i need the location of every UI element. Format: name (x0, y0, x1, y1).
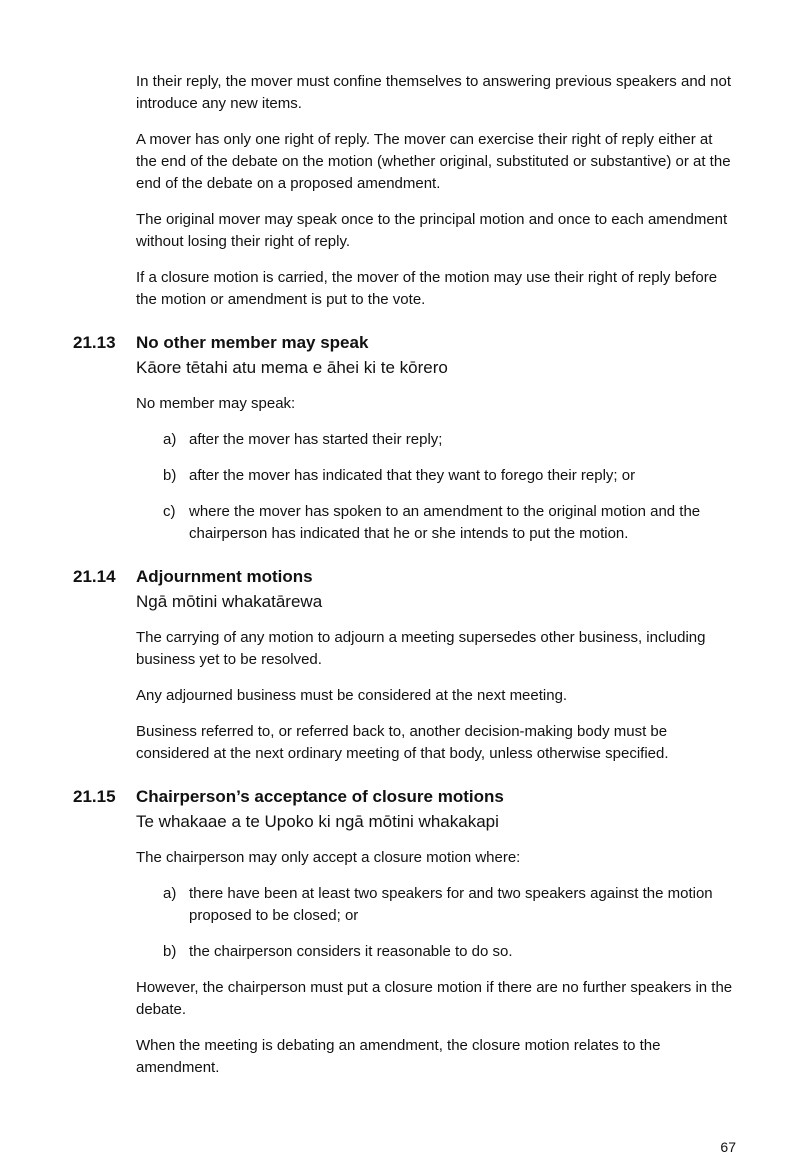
list-item (136, 883, 736, 927)
section-subtitle: Te whakaae a te Upoko ki ngā mōtini whakakapi (136, 812, 499, 831)
page-content (73, 71, 736, 1093)
section-paragraph: No member may speak: (136, 395, 296, 412)
section-21-15 (73, 785, 736, 1079)
list-marker: b) (163, 467, 177, 484)
section-title: Adjournment motions (136, 567, 313, 586)
section-paragraph: Business referred to, or referred back to, another decision-making body must be considered at the next ordinary meeting of that body, unless otherwise specified. (136, 723, 669, 762)
section-number: 21.15 (73, 787, 116, 806)
section-list (136, 883, 736, 963)
list-item (136, 429, 736, 451)
section-paragraph: The chairperson may only accept a closure motion where: (136, 849, 521, 866)
list-marker: b) (163, 943, 177, 960)
list-item-text: there have been at least two speakers for and two speakers against the motion proposed to be closed; or (189, 885, 713, 924)
section-paragraph: When the meeting is debating an amendment, the closure motion relates to the amendment. (136, 1037, 661, 1076)
section-21-13 (73, 331, 736, 545)
section-subtitle: Ngā mōtini whakatārewa (136, 592, 323, 611)
intro-paragraph-3: The original mover may speak once to the principal motion and once to each amendment without losing their right of reply. (136, 211, 728, 250)
intro-paragraph-4: If a closure motion is carried, the mover of the motion may use their right of reply before the motion or amendment is put to the vote. (136, 269, 718, 308)
list-marker: c) (163, 503, 176, 520)
list-item-text: the chairperson considers it reasonable to do so. (189, 943, 513, 960)
section-number: 21.14 (73, 567, 116, 586)
section-21-14 (73, 565, 736, 765)
section-list (136, 429, 736, 545)
list-item (136, 501, 736, 545)
page-number: 67 (720, 1139, 736, 1155)
list-item (136, 465, 736, 487)
intro-paragraph-2: A mover has only one right of reply. The mover can exercise their right of reply either at the end of the debate on the motion (whether original, substituted or substantive) or at the end of the debate on a proposed amendment. (136, 131, 731, 192)
list-item-text: after the mover has indicated that they want to forego their reply; or (189, 467, 636, 484)
list-marker: a) (163, 885, 177, 902)
list-item (136, 941, 736, 963)
section-paragraph: The carrying of any motion to adjourn a meeting supersedes other business, including business yet to be resolved. (136, 629, 706, 668)
list-marker: a) (163, 431, 177, 448)
list-item-text: after the mover has started their reply; (189, 431, 443, 448)
intro-paragraph-1: In their reply, the mover must confine themselves to answering previous speakers and not introduce any new items. (136, 73, 732, 112)
section-subtitle: Kāore tētahi atu mema e āhei ki te kōrero (136, 358, 448, 377)
section-title: Chairperson’s acceptance of closure motions (136, 787, 504, 806)
list-item-text: where the mover has spoken to an amendment to the original motion and the chairperson has indicated that he or she intends to put the motion. (189, 503, 701, 542)
section-title: No other member may speak (136, 333, 369, 352)
section-paragraph: However, the chairperson must put a closure motion if there are no further speakers in the debate. (136, 979, 733, 1018)
section-paragraph: Any adjourned business must be considered at the next meeting. (136, 687, 568, 704)
section-number: 21.13 (73, 333, 116, 352)
